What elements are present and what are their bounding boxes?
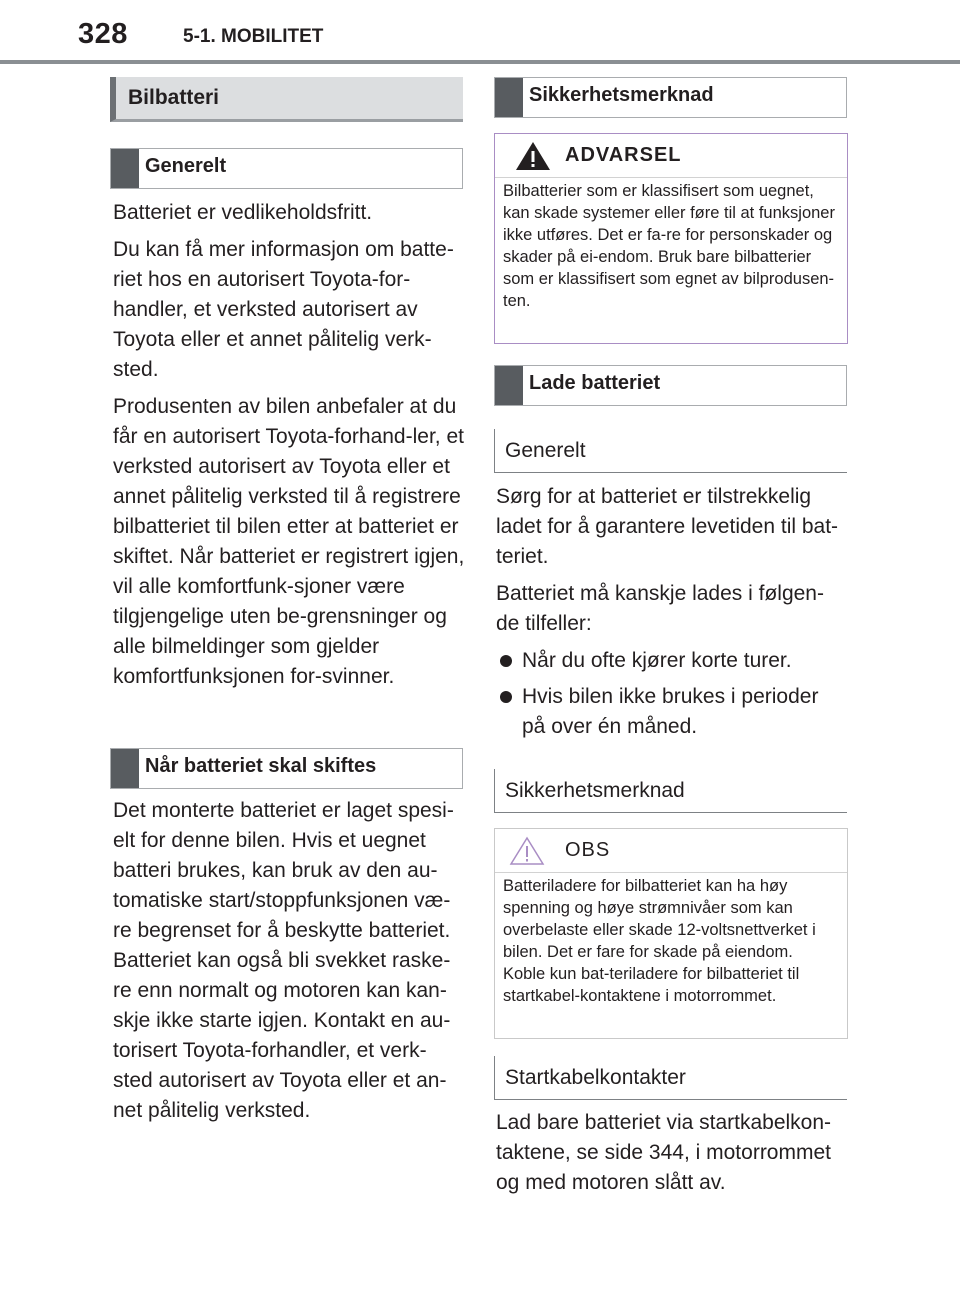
paragraph: Produsenten av bilen anbefaler at du får en autorisert Toyota-forhand-ler, et verksted autorisert av Toyota eller et annet pålitelig verksted til å registrere bilbatteriet til bilen etter at batteriet er skiftet. Når batteriet er registrert igjen, vil alle komfortfunk-sjoner være tilgjengelige uten be-grensninger og alle bilmeldinger som gjelder komfortfunksjonen for-svinner. <box>113 395 465 688</box>
generelt-heading-text: Generelt <box>145 155 227 177</box>
paragraph: Sørg for at batteriet er tilstrekkelig ladet for å garantere levetiden til bat-teriet. <box>496 485 839 568</box>
bilbatteri-heading <box>110 77 463 122</box>
bullet-icon <box>500 691 512 703</box>
obs-box <box>494 828 848 1039</box>
heading-bar <box>111 749 139 788</box>
charge-bullet-list <box>496 646 846 742</box>
warning-title: ADVARSEL <box>565 144 682 166</box>
paragraph: Det monterte batteriet er laget spesi-elt for denne bilen. Hvis et uegnet batteri brukes, kan bruk av den au-tomatiske start/stoppfunksjonen væ-re begrenset for å beskytte batteriet. Batteriet kan også bli svekket raske-re enn normalt og motoren kan kan-skje ikke starte igjen. Kontakt en au-torisert Toyota-forhandler, et verk-sted autorisert av Toyota eller et an-net pålitelig verksted. <box>113 799 454 1122</box>
generelt-body <box>113 198 465 699</box>
warning-title-bar <box>495 134 847 178</box>
replace-heading <box>110 748 463 789</box>
generelt-heading <box>110 148 463 189</box>
header-rule <box>0 60 960 64</box>
safety-heading <box>494 77 847 118</box>
paragraph: Batteriet er vedlikeholdsfritt. <box>113 201 373 224</box>
paragraph: Batteriet må kanskje lades i følgen-de tilfeller: <box>496 582 824 635</box>
bilbatteri-heading-text: Bilbatteri <box>128 86 220 109</box>
list-item-text: Hvis bilen ikke brukes i perioder på over én måned. <box>522 685 819 738</box>
list-item-text: Når du ofte kjører korte turer. <box>522 649 792 672</box>
charge-general-heading: Generelt <box>494 429 847 473</box>
bullet-icon <box>500 655 512 667</box>
warning-triangle-icon <box>515 141 551 171</box>
charge-safety-heading: Sikkerhetsmerknad <box>494 769 847 813</box>
obs-title: OBS <box>565 839 611 861</box>
page-number: 328 <box>78 18 128 50</box>
charge-heading <box>494 365 847 406</box>
replace-body <box>113 796 465 1133</box>
jump-heading: Startkabelkontakter <box>494 1056 847 1100</box>
heading-bar <box>495 78 523 117</box>
safety-heading-text: Sikkerhetsmerknad <box>529 84 714 106</box>
replace-heading-text: Når batteriet skal skiftes <box>145 755 377 777</box>
heading-bar <box>111 149 139 188</box>
warning-text: Bilbatterier som er klassifisert som uegnet, kan skade systemer eller føre til at funksjoner ikke utføres. Det er fa-re for personskader og skader på ei-endom. Bruk bare bilbatterier som er klassifisert som egnet av bilprodusen-ten. <box>503 182 835 310</box>
charge-body <box>496 482 846 748</box>
charge-heading-text: Lade batteriet <box>529 372 661 394</box>
jump-body <box>496 1108 846 1205</box>
obs-title-bar <box>495 829 847 873</box>
section-title: 5-1. MOBILITET <box>183 26 324 47</box>
paragraph: Lad bare batteriet via startkabelkon-taktene, se side 344, i motorrommet og med motoren slått av. <box>496 1111 832 1194</box>
heading-bar <box>495 366 523 405</box>
warning-box <box>494 133 848 344</box>
caution-triangle-icon <box>509 836 545 866</box>
paragraph: Du kan få mer informasjon om batte-riet hos en autorisert Toyota-for-handler, et verksted autorisert av Toyota eller et annet pålitelig verk-sted. <box>113 238 454 381</box>
list-item <box>496 682 846 742</box>
obs-text: Batteriladere for bilbatteriet kan ha høy spenning og høye strømnivåer som kan overbelaste eller skade 12-voltsnettverket i bilen. Det er fare for skade på eiendom. Koble kun bat-teriladere for bilbatteriet til startkabel-kontaktene i motorrommet. <box>503 877 816 1005</box>
list-item <box>496 646 846 676</box>
